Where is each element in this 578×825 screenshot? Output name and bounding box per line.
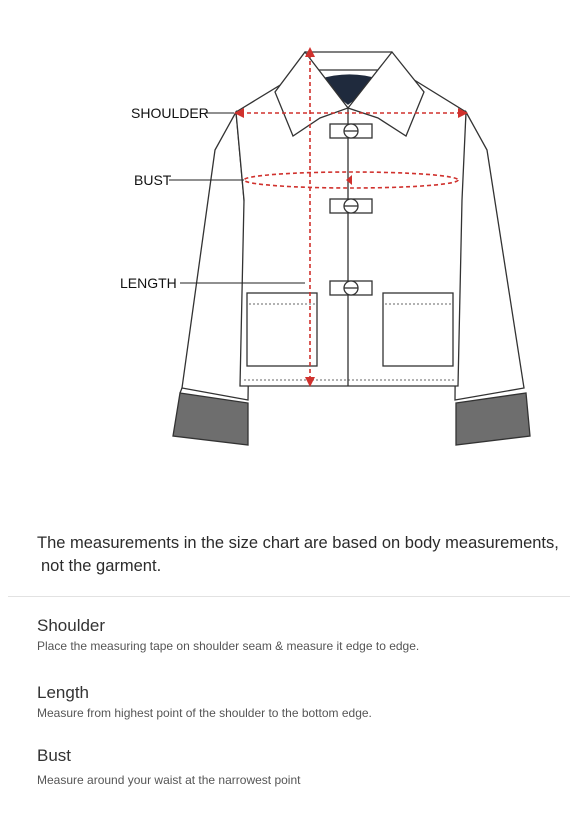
size-chart-note <box>37 532 567 578</box>
entry-title: Bust <box>37 746 72 765</box>
frog-closure-top <box>330 124 372 138</box>
entry-description: Measure from highest point of the shoulder to the bottom edge. <box>37 706 372 720</box>
left-cuff <box>173 393 248 445</box>
entry-description: Measure around your waist at the narrowest point <box>37 773 301 787</box>
entry-description: Place the measuring tape on shoulder seam & measure it edge to edge. <box>37 639 420 653</box>
length-label: LENGTH <box>120 275 177 291</box>
right-sleeve <box>455 112 524 400</box>
section-divider <box>8 596 570 597</box>
jacket-illustration <box>173 52 530 445</box>
measurement-entry-bust <box>37 746 557 788</box>
left-cuff-band <box>180 388 182 393</box>
measurement-entry-shoulder <box>37 616 557 654</box>
frog-closure-middle <box>330 199 372 213</box>
right-cuff <box>456 393 530 445</box>
entry-title: Shoulder <box>37 616 106 635</box>
entry-title: Length <box>37 683 89 702</box>
bust-label: BUST <box>134 172 172 188</box>
measurement-entry-length <box>37 683 557 721</box>
shoulder-label: SHOULDER <box>131 105 209 121</box>
size-chart-note-line2: not the garment. <box>41 557 162 575</box>
frog-closure-bottom <box>330 281 372 295</box>
size-chart-note-line1: The measurements in the size chart are based on body measurements, <box>37 534 559 552</box>
